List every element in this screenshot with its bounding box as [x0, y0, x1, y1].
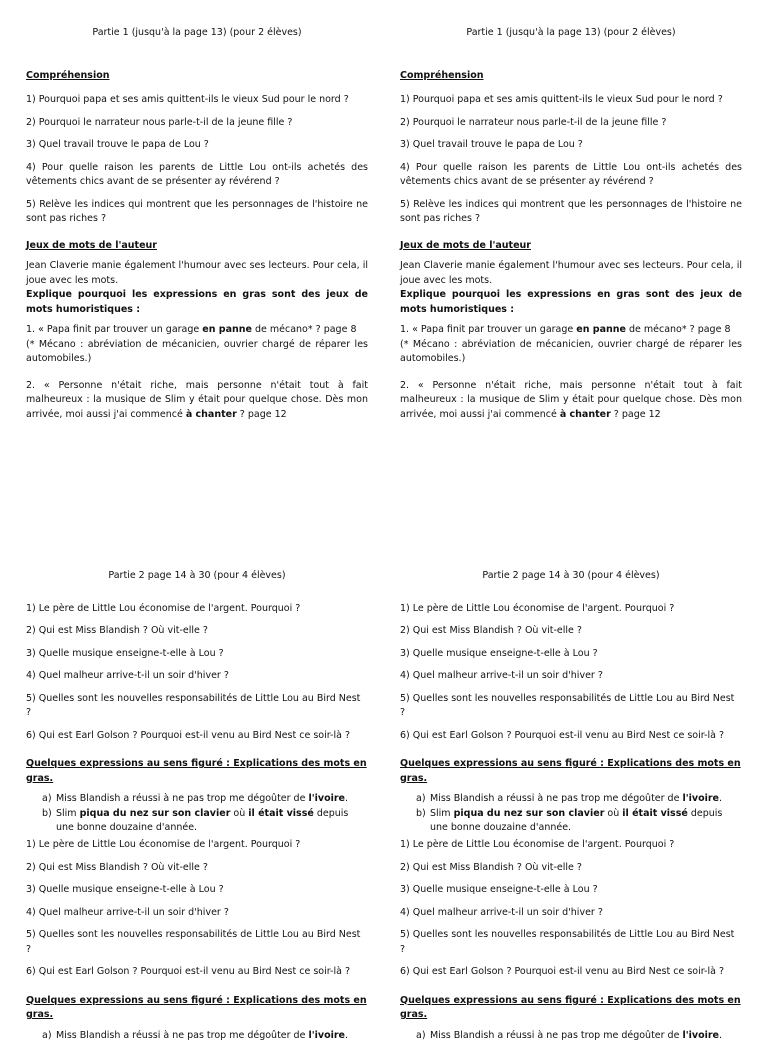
question: 2) Pourquoi le narrateur nous parle-t-il de la jeune fille ? — [26, 116, 368, 131]
expression-b: b) Slim piqua du nez sur son clavier où il était vissé depuis une bonne douzaine d'année. — [56, 807, 368, 836]
instruction-text: Explique pourquoi les expressions en gras sont des jeux de mots humoristiques : — [26, 288, 368, 317]
part1-title: Partie 1 (jusqu'à la page 13) (pour 2 élèves) — [26, 26, 368, 41]
expressions-list — [26, 1029, 368, 1043]
jeux-heading: Jeux de mots de l'auteur — [26, 239, 368, 254]
comprehension-heading: Compréhension — [400, 69, 742, 84]
question: 6) Qui est Earl Golson ? Pourquoi est-il venu au Bird Nest ce soir-là ? — [26, 965, 368, 980]
question: 2) Qui est Miss Blandish ? Où vit-elle ? — [400, 624, 742, 639]
expression-a: a) Miss Blandish a réussi à ne pas trop me dégoûter de l'ivoire. — [56, 792, 368, 807]
question: 2) Qui est Miss Blandish ? Où vit-elle ? — [400, 861, 742, 876]
expression-a: a) Miss Blandish a réussi à ne pas trop me dégoûter de l'ivoire. — [430, 1029, 742, 1043]
question: 1) Le père de Little Lou économise de l'argent. Pourquoi ? — [400, 838, 742, 853]
part1-left — [26, 26, 368, 422]
intro-text: Jean Claverie manie également l'humour avec ses lecteurs. Pour cela, il joue avec les mots. — [400, 259, 742, 288]
question: 5) Quelles sont les nouvelles responsabilités de Little Lou au Bird Nest ? — [400, 692, 742, 721]
question: 4) Quel malheur arrive-t-il un soir d'hiver ? — [26, 906, 368, 921]
expressions-list — [400, 792, 742, 836]
question: 5) Relève les indices qui montrent que les personnages de l'histoire ne sont pas riches ? — [400, 198, 742, 227]
part1-right — [400, 26, 742, 422]
part2-left-a — [26, 569, 368, 836]
example-1-note: (* Mécano : abréviation de mécanicien, ouvrier chargé de réparer les automobiles.) — [26, 338, 368, 367]
question: 5) Relève les indices qui montrent que les personnages de l'histoire ne sont pas riches ? — [26, 198, 368, 227]
question: 6) Qui est Earl Golson ? Pourquoi est-il venu au Bird Nest ce soir-là ? — [400, 965, 742, 980]
question: 3) Quel travail trouve le papa de Lou ? — [26, 138, 368, 153]
question: 5) Quelles sont les nouvelles responsabilités de Little Lou au Bird Nest ? — [400, 928, 742, 957]
example-1: 1. « Papa finit par trouver un garage en panne de mécano* ? page 8 — [26, 323, 368, 338]
expressions-heading: Quelques expressions au sens figuré : Explications des mots en gras. — [400, 757, 742, 786]
expression-b: b) Slim piqua du nez sur son clavier où il était vissé depuis une bonne douzaine d'année. — [430, 807, 742, 836]
question: 2) Qui est Miss Blandish ? Où vit-elle ? — [26, 624, 368, 639]
expressions-heading: Quelques expressions au sens figuré : Explications des mots en gras. — [26, 757, 368, 786]
question: 3) Quelle musique enseigne-t-elle à Lou ? — [26, 883, 368, 898]
expression-a: a) Miss Blandish a réussi à ne pas trop me dégoûter de l'ivoire. — [56, 1029, 368, 1043]
question: 6) Qui est Earl Golson ? Pourquoi est-il venu au Bird Nest ce soir-là ? — [26, 729, 368, 744]
question: 3) Quelle musique enseigne-t-elle à Lou ? — [26, 647, 368, 662]
question: 3) Quelle musique enseigne-t-elle à Lou ? — [400, 883, 742, 898]
comprehension-heading: Compréhension — [26, 69, 368, 84]
question: 1) Pourquoi papa et ses amis quittent-ils le vieux Sud pour le nord ? — [26, 93, 368, 108]
part2-right-a — [400, 569, 742, 836]
question: 4) Quel malheur arrive-t-il un soir d'hiver ? — [400, 669, 742, 684]
question: 3) Quelle musique enseigne-t-elle à Lou ? — [400, 647, 742, 662]
question: 4) Quel malheur arrive-t-il un soir d'hiver ? — [26, 669, 368, 684]
expressions-list — [400, 1029, 742, 1043]
question: 4) Quel malheur arrive-t-il un soir d'hiver ? — [400, 906, 742, 921]
part2-right-b — [400, 838, 742, 1043]
example-2: 2. « Personne n'était riche, mais personne n'était tout à fait malheureux : la musique de Slim y était pour quelque chose. Dès mon arrivée, moi aussi j'ai commencé à chanter ? page 12 — [26, 379, 368, 423]
example-2: 2. « Personne n'était riche, mais personne n'était tout à fait malheureux : la musique de Slim y était pour quelque chose. Dès mon arrivée, moi aussi j'ai commencé à chanter ? page 12 — [400, 379, 742, 423]
question: 3) Quel travail trouve le papa de Lou ? — [400, 138, 742, 153]
example-1-note: (* Mécano : abréviation de mécanicien, ouvrier chargé de réparer les automobiles.) — [400, 338, 742, 367]
question: 5) Quelles sont les nouvelles responsabilités de Little Lou au Bird Nest ? — [26, 692, 368, 721]
instruction-text: Explique pourquoi les expressions en gras sont des jeux de mots humoristiques : — [400, 288, 742, 317]
question: 1) Pourquoi papa et ses amis quittent-ils le vieux Sud pour le nord ? — [400, 93, 742, 108]
part1-title: Partie 1 (jusqu'à la page 13) (pour 2 élèves) — [400, 26, 742, 41]
question: 5) Quelles sont les nouvelles responsabilités de Little Lou au Bird Nest ? — [26, 928, 368, 957]
expressions-heading: Quelques expressions au sens figuré : Explications des mots en gras. — [26, 994, 368, 1023]
question: 1) Le père de Little Lou économise de l'argent. Pourquoi ? — [400, 602, 742, 617]
jeux-heading: Jeux de mots de l'auteur — [400, 239, 742, 254]
question: 4) Pour quelle raison les parents de Little Lou ont-ils achetés des vêtements chics avant de se présenter ay révérend ? — [400, 161, 742, 190]
intro-text: Jean Claverie manie également l'humour avec ses lecteurs. Pour cela, il joue avec les mots. — [26, 259, 368, 288]
expressions-heading: Quelques expressions au sens figuré : Explications des mots en gras. — [400, 994, 742, 1023]
question: 4) Pour quelle raison les parents de Little Lou ont-ils achetés des vêtements chics avant de se présenter ay révérend ? — [26, 161, 368, 190]
part2-title: Partie 2 page 14 à 30 (pour 4 élèves) — [26, 569, 368, 584]
part2-left-b — [26, 838, 368, 1043]
question: 2) Pourquoi le narrateur nous parle-t-il de la jeune fille ? — [400, 116, 742, 131]
expressions-list — [26, 792, 368, 836]
example-1: 1. « Papa finit par trouver un garage en panne de mécano* ? page 8 — [400, 323, 742, 338]
question: 1) Le père de Little Lou économise de l'argent. Pourquoi ? — [26, 838, 368, 853]
expression-a: a) Miss Blandish a réussi à ne pas trop me dégoûter de l'ivoire. — [430, 792, 742, 807]
question: 2) Qui est Miss Blandish ? Où vit-elle ? — [26, 861, 368, 876]
question: 1) Le père de Little Lou économise de l'argent. Pourquoi ? — [26, 602, 368, 617]
question: 6) Qui est Earl Golson ? Pourquoi est-il venu au Bird Nest ce soir-là ? — [400, 729, 742, 744]
part2-title: Partie 2 page 14 à 30 (pour 4 élèves) — [400, 569, 742, 584]
